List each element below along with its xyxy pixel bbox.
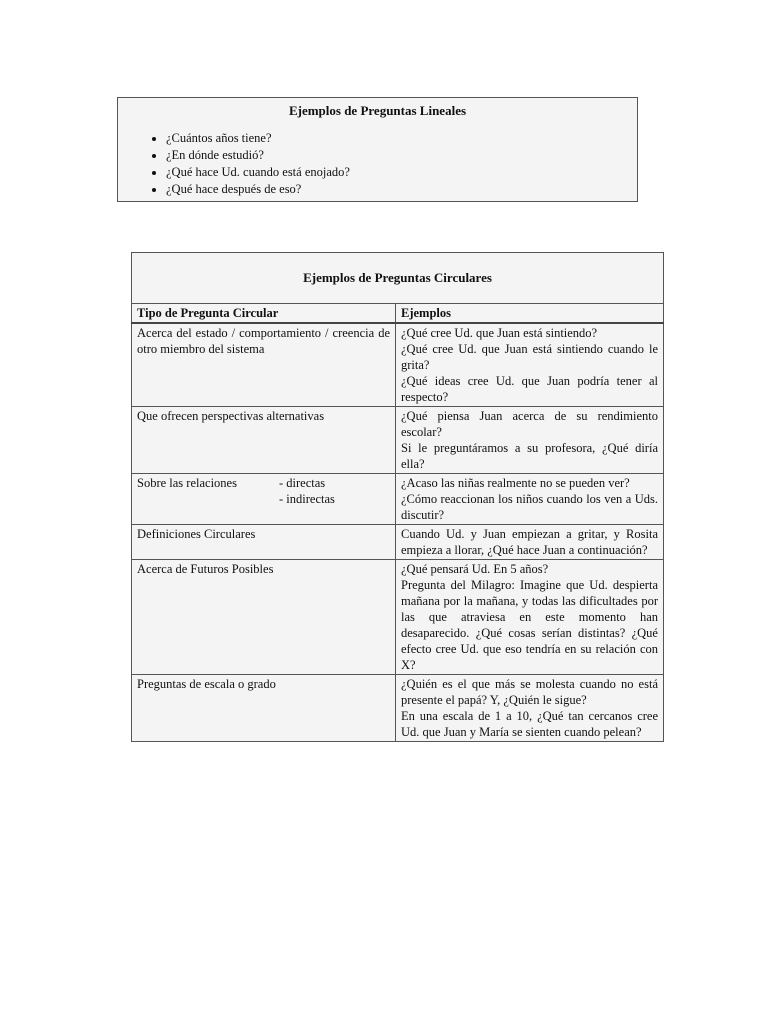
circular-questions-table: [131, 252, 664, 742]
ejemplos-cell: [396, 323, 664, 407]
table-row: [132, 323, 664, 407]
tipo-cell: Acerca de Futuros Posibles: [132, 560, 396, 675]
table-title-row: [132, 253, 664, 304]
table-row: [132, 407, 664, 474]
tipo-cell: Definiciones Circulares: [132, 525, 396, 560]
example-text: ¿Qué ideas cree Ud. que Juan podría tener al respecto?: [401, 374, 658, 404]
list-item: • ¿Cuántos años tiene?: [166, 130, 637, 147]
example-text: Pregunta del Milagro: Imagine que Ud. despierta mañana por la mañana, y todas las dificultades por las que atraviesa en este momento han desaparecido. ¿Qué cosas serían distintas? ¿Qué efecto cree Ud. que eso tendría en su relación con X?: [401, 578, 658, 672]
ejemplos-cell: [396, 675, 664, 742]
ejemplos-cell: [396, 525, 664, 560]
linear-questions-title: Ejemplos de Preguntas Lineales: [288, 103, 467, 118]
table-row: [132, 675, 664, 742]
example-text: ¿Qué cree Ud. que Juan está sintiendo cuando le grita?: [401, 342, 658, 372]
linear-questions-box: [117, 97, 638, 202]
ejemplos-cell: [396, 407, 664, 474]
example-text: Si le preguntáramos a su profesora, ¿Qué diría ella?: [401, 441, 658, 471]
example-text: Cuando Ud. y Juan empiezan a gritar, y Rosita empieza a llorar, ¿Qué hace Juan a continuación?: [401, 527, 658, 557]
table-row: [132, 474, 664, 525]
example-text: En una escala de 1 a 10, ¿Qué tan cercanos cree Ud. que Juan y María se sienten cuando pelean?: [401, 709, 658, 739]
linear-questions-list: [118, 130, 637, 198]
list-item: • ¿Qué hace después de eso?: [166, 181, 637, 198]
list-item: • ¿Qué hace Ud. cuando está enojado?: [166, 164, 637, 181]
example-text: ¿Qué cree Ud. que Juan está sintiendo?: [401, 326, 598, 340]
relations-label: Sobre las relaciones: [137, 476, 237, 490]
table-row: [132, 525, 664, 560]
tipo-cell: Que ofrecen perspectivas alternativas: [132, 407, 396, 474]
relations-subtype: - indirectas: [279, 492, 335, 506]
column-header-ejemplos: Ejemplos: [396, 304, 664, 324]
example-text: ¿Qué pensará Ud. En 5 años?: [401, 562, 549, 576]
example-text: ¿Cómo reaccionan los niños cuando los ven a Uds. discutir?: [401, 492, 658, 522]
list-item: • ¿En dónde estudió?: [166, 147, 637, 164]
tipo-cell: [132, 474, 396, 525]
relations-line: [137, 475, 390, 491]
tipo-cell: Acerca del estado / comportamiento / creencia de otro miembro del sistema: [132, 323, 396, 407]
table-header-row: [132, 304, 664, 324]
column-header-tipo: Tipo de Pregunta Circular: [132, 304, 396, 324]
relations-line: [137, 491, 390, 507]
example-text: ¿Qué piensa Juan acerca de su rendimiento escolar?: [401, 409, 658, 439]
table-row: [132, 560, 664, 675]
ejemplos-cell: [396, 560, 664, 675]
relations-subtype: - directas: [279, 476, 326, 490]
tipo-cell: Preguntas de escala o grado: [132, 675, 396, 742]
ejemplos-cell: [396, 474, 664, 525]
circular-questions-title: Ejemplos de Preguntas Circulares: [132, 253, 664, 304]
example-text: ¿Quién es el que más se molesta cuando no está presente el papá? Y, ¿Quién le sigue?: [401, 677, 658, 707]
example-text: ¿Acaso las niñas realmente no se pueden ver?: [401, 476, 630, 490]
